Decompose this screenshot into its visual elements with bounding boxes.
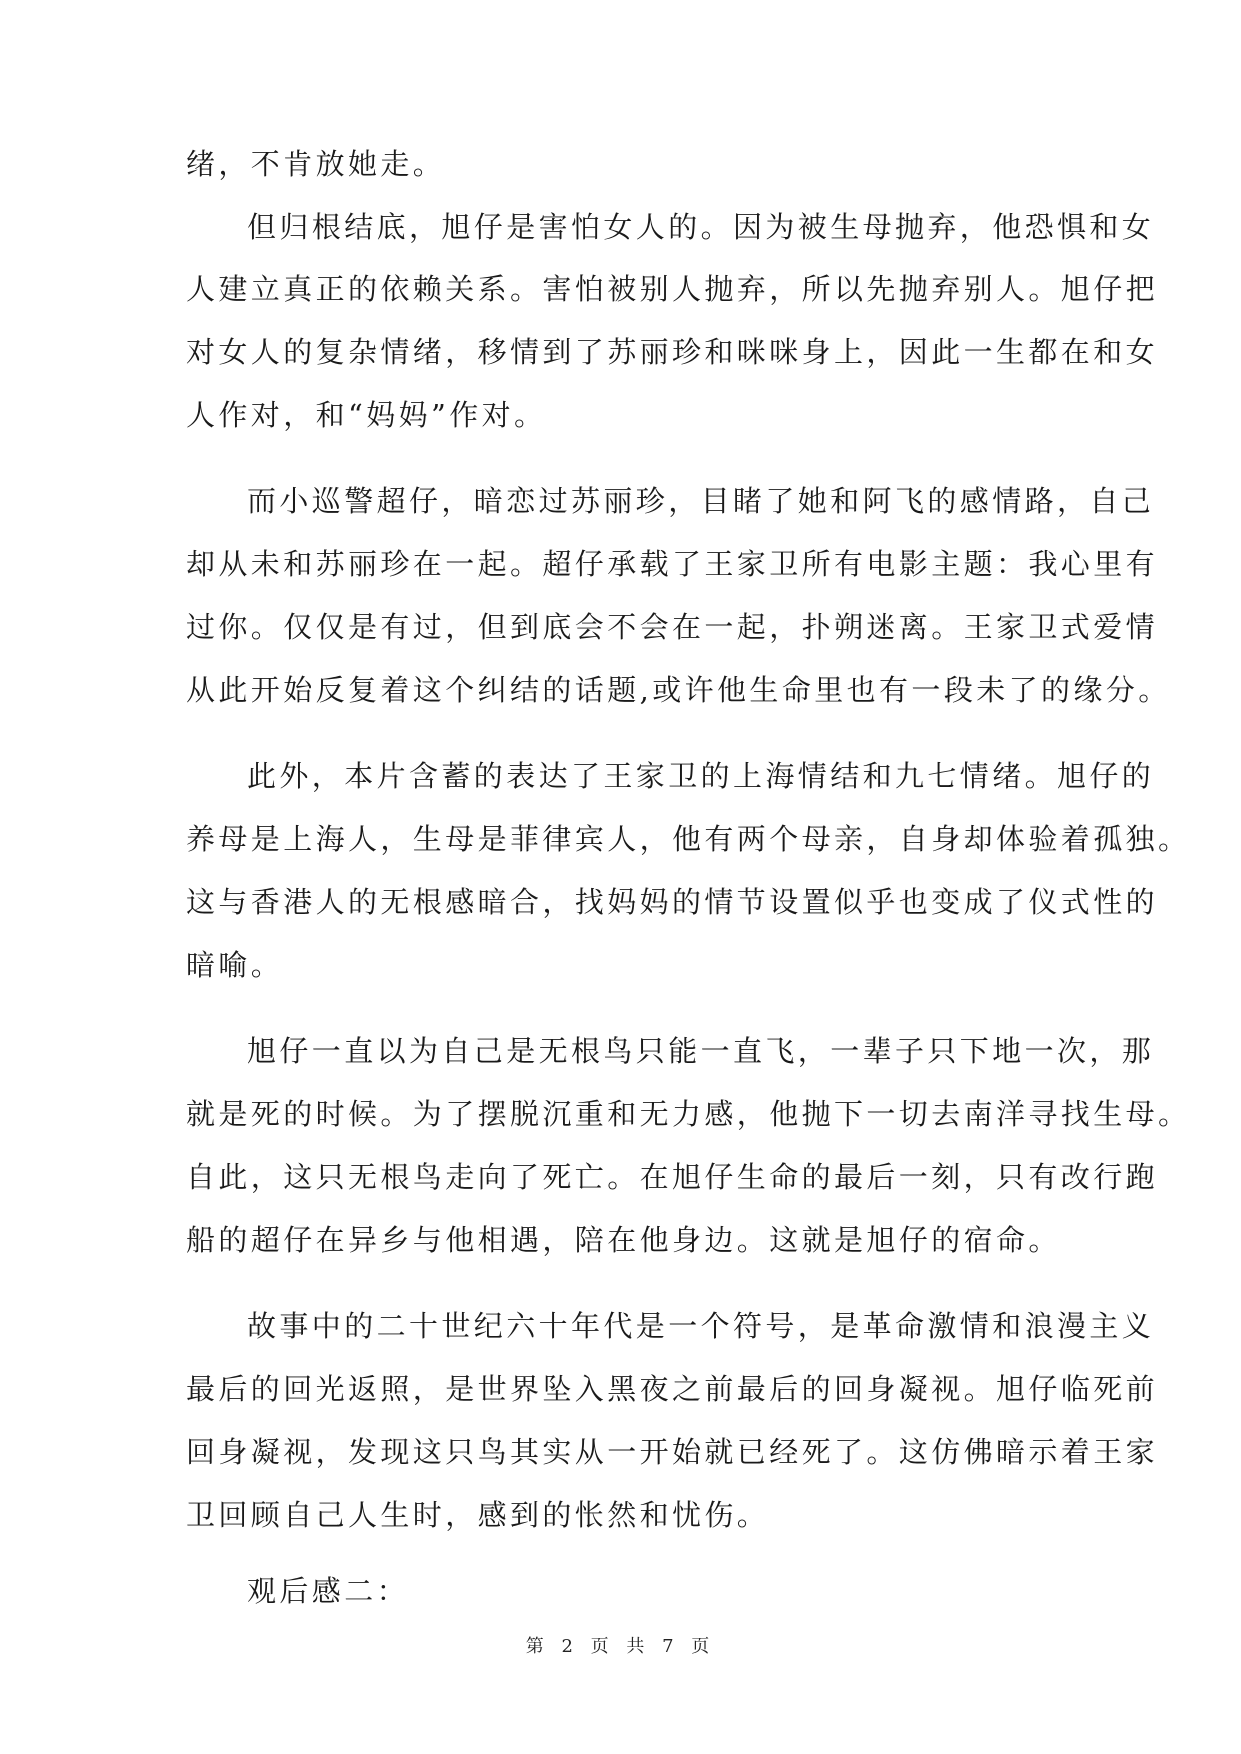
text-line: 暗喻。 bbox=[186, 948, 284, 982]
text-line: 对女人的复杂情绪，移情到了苏丽珍和咪咪身上，因此一生都在和女 bbox=[186, 335, 1159, 369]
text-line: 而小巡警超仔，暗恋过苏丽珍，目睹了她和阿飞的感情路，自己 bbox=[247, 484, 1155, 518]
text-line: 最后的回光返照，是世界坠入黑夜之前最后的回身凝视。旭仔临死前 bbox=[186, 1372, 1159, 1406]
text-line: 就是死的时候。为了摆脱沉重和无力感，他抛下一切去南洋寻找生母。 bbox=[186, 1097, 1191, 1131]
text-line: 回身凝视，发现这只鸟其实从一开始就已经死了。这仿佛暗示着王家 bbox=[186, 1435, 1159, 1469]
text-line: 自此，这只无根鸟走向了死亡。在旭仔生命的最后一刻，只有改行跑 bbox=[186, 1160, 1159, 1194]
text-line: 人建立真正的依赖关系。害怕被别人抛弃，所以先抛弃别人。旭仔把 bbox=[186, 272, 1159, 306]
text-line: 这与香港人的无根感暗合，找妈妈的情节设置似乎也变成了仪式性的 bbox=[186, 885, 1159, 919]
text-line: 过你。仅仅是有过，但到底会不会在一起，扑朔迷离。王家卫式爱情 bbox=[186, 610, 1159, 644]
text-line: 观后感二： bbox=[247, 1574, 410, 1608]
text-line: 故事中的二十世纪六十年代是一个符号，是革命激情和浪漫主义 bbox=[247, 1309, 1155, 1343]
text-line: 养母是上海人，生母是菲律宾人，他有两个母亲，自身却体验着孤独。 bbox=[186, 822, 1191, 856]
text-line: 从此开始反复着这个纠结的话题,或许他生命里也有一段未了的缘分。 bbox=[186, 673, 1171, 707]
text-line: 却从未和苏丽珍在一起。超仔承载了王家卫所有电影主题：我心里有 bbox=[186, 547, 1159, 581]
text-line: 此外，本片含蓄的表达了王家卫的上海情结和九七情绪。旭仔的 bbox=[247, 759, 1155, 793]
page-footer: 第 2 页 共 7 页 bbox=[525, 1636, 716, 1657]
text-line: 但归根结底，旭仔是害怕女人的。因为被生母抛弃，他恐惧和女 bbox=[247, 210, 1155, 244]
text-line: 卫回顾自己人生时，感到的怅然和忧伤。 bbox=[186, 1498, 770, 1532]
text-line: 绪，不肯放她走。 bbox=[186, 147, 446, 181]
text-line: 旭仔一直以为自己是无根鸟只能一直飞，一辈子只下地一次，那 bbox=[247, 1034, 1155, 1068]
text-line: 人作对，和“妈妈”作对。 bbox=[186, 398, 547, 432]
text-line: 船的超仔在异乡与他相遇，陪在他身边。这就是旭仔的宿命。 bbox=[186, 1223, 1061, 1257]
